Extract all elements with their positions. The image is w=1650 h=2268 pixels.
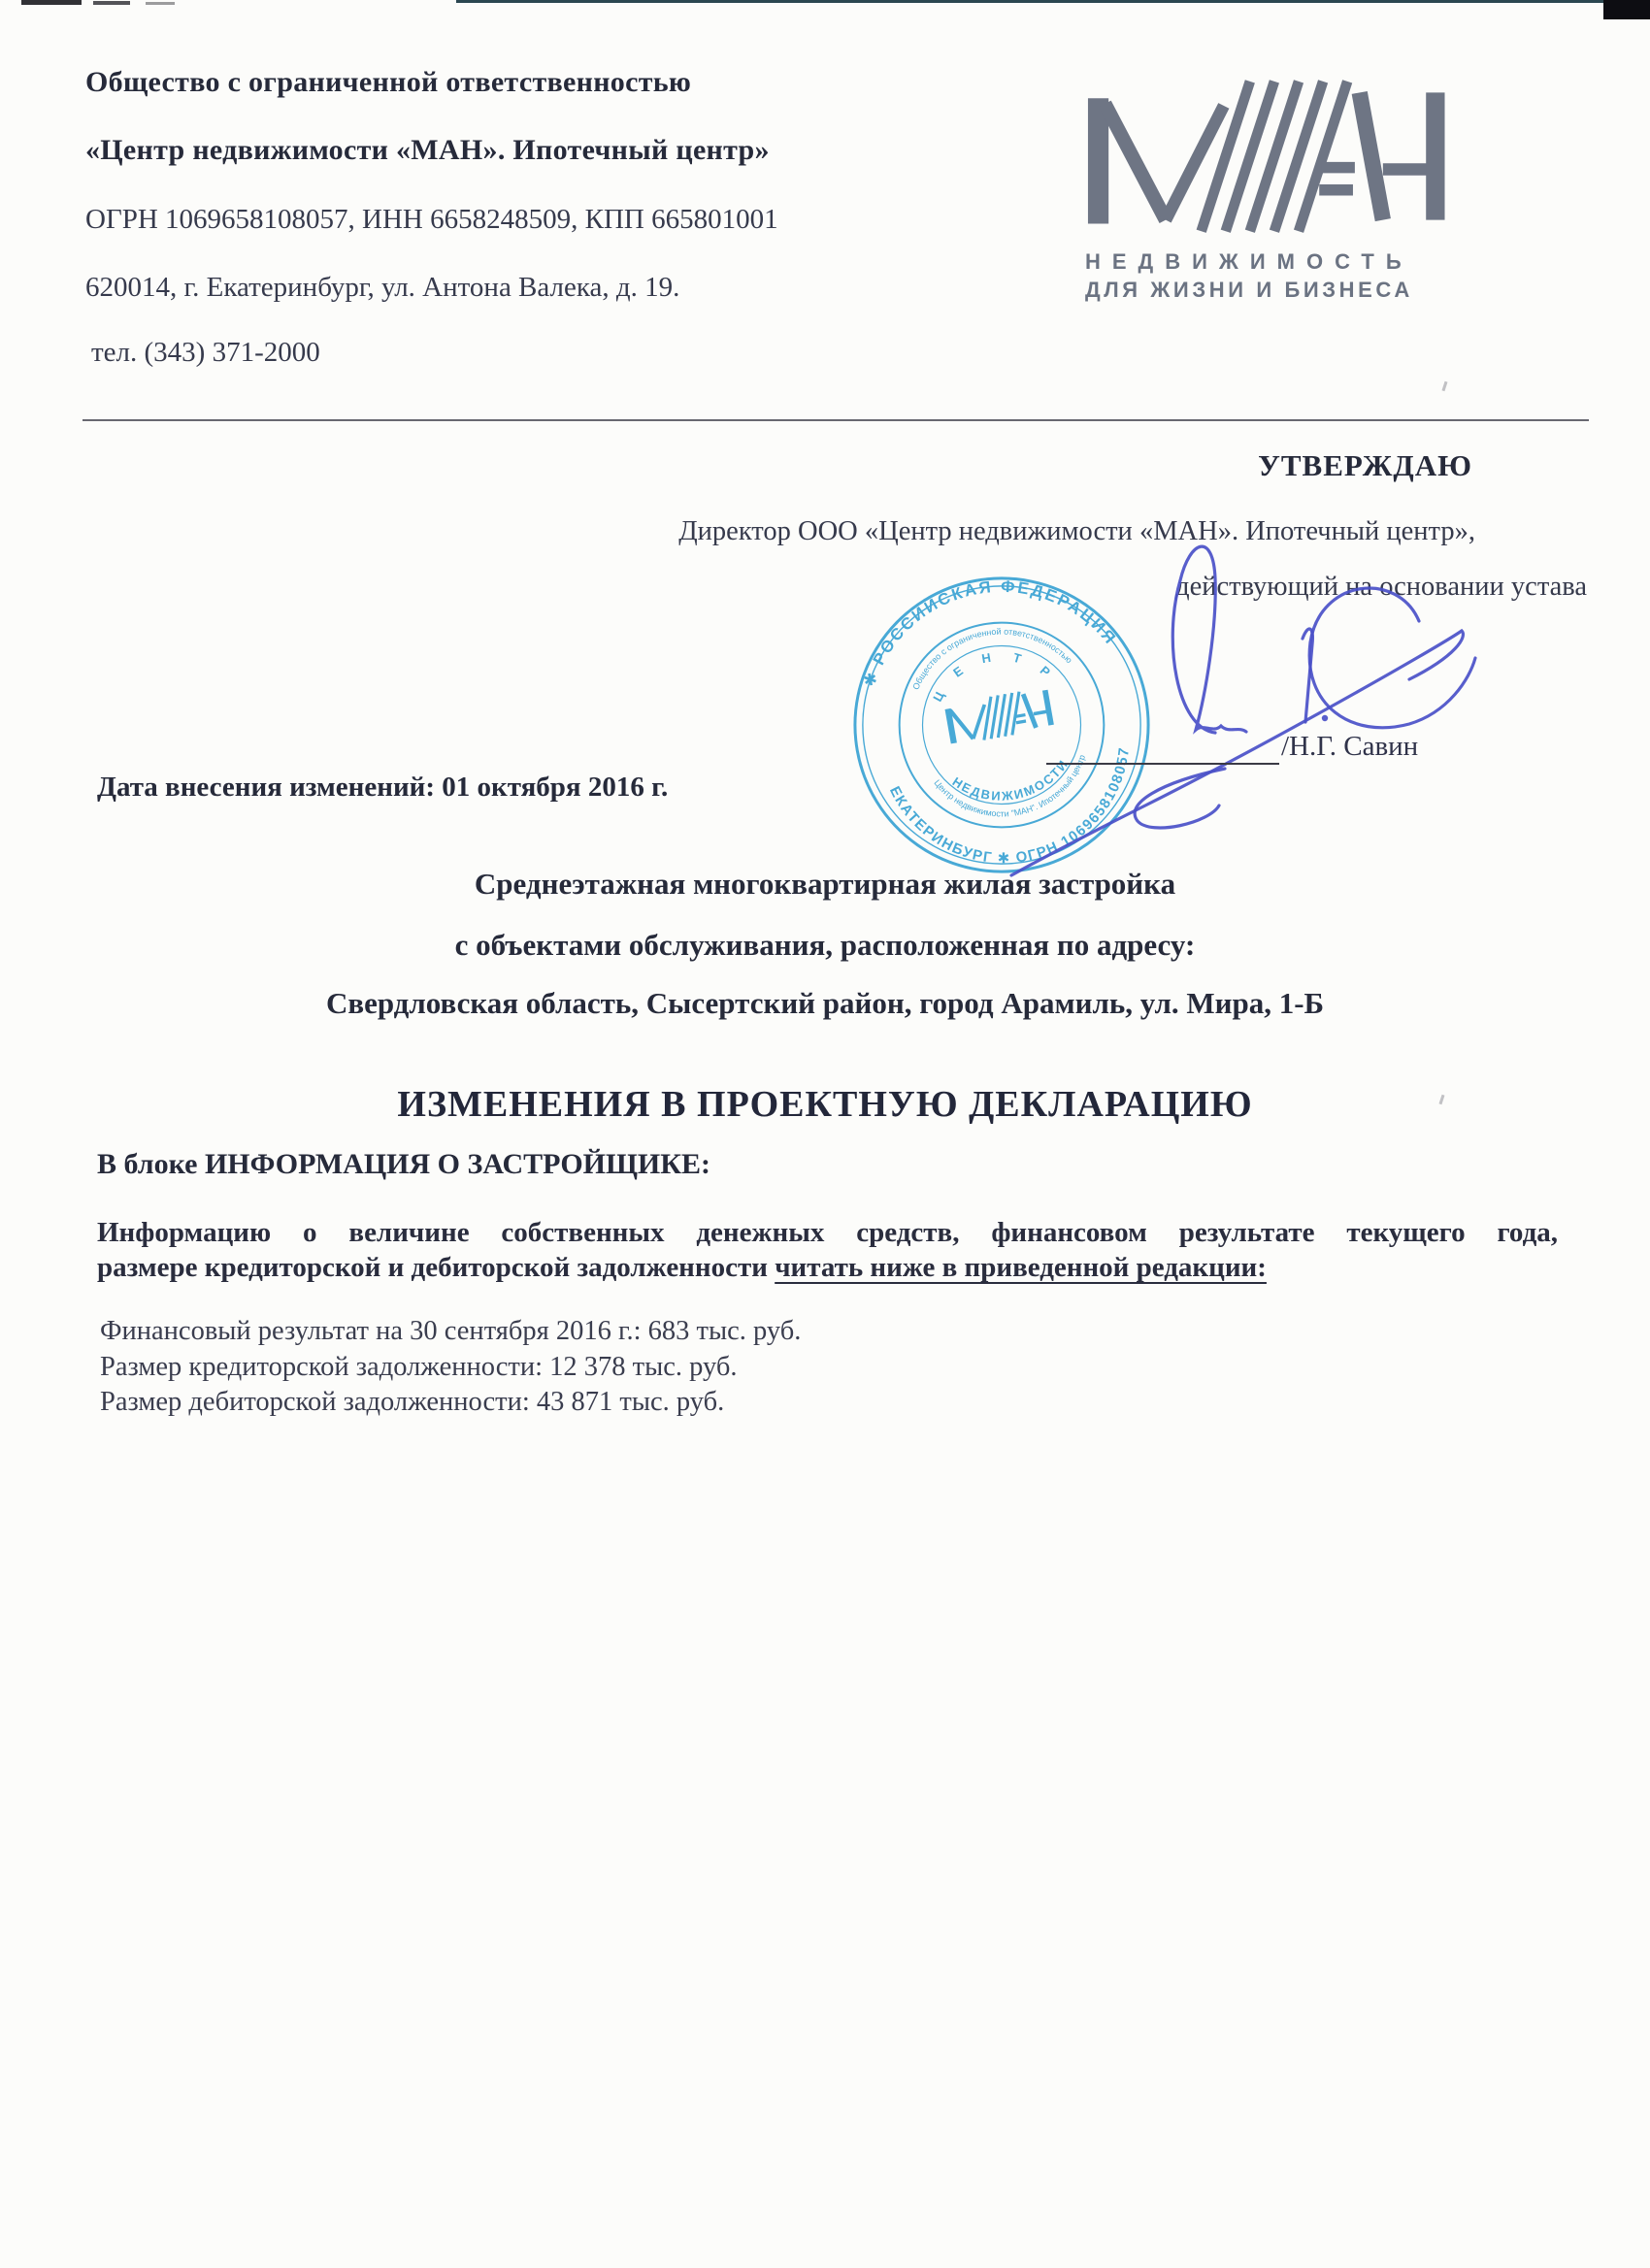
scan-artifact <box>21 0 82 5</box>
stamp-outer-top-text: ✱ РОССИЙСКАЯ ФЕДЕРАЦИЯ <box>859 576 1121 690</box>
signature-line <box>1046 763 1279 765</box>
company-logo <box>1085 78 1466 303</box>
company-address: 620014, г. Екатеринбург, ул. Антона Валека, д. 19. <box>85 272 680 303</box>
declaration-heading: ИЗМЕНЕНИЯ В ПРОЕКТНУЮ ДЕКЛАРАЦИЮ <box>397 1084 1253 1125</box>
logo-tagline-line1: НЕДВИЖИМОСТЬ <box>1085 249 1413 274</box>
signatory-name: /Н.Г. Савин <box>1281 731 1419 762</box>
change-date-line: Дата внесения изменений: 01 октября 2016 г. <box>97 772 669 803</box>
project-title-line2: с объектами обслуживания, расположенная по адресу: <box>454 928 1196 962</box>
registration-numbers: ОГРН 1069658108057, ИНН 6658248509, КПП 665801001 <box>85 204 778 235</box>
creditor-debt-line: Размер кредиторской задолженности: 12 378 тыс. руб. <box>100 1352 738 1382</box>
man-logo-icon <box>1085 78 1460 237</box>
financial-result-line: Финансовый результат на 30 сентября 2016 г.: 683 тыс. руб. <box>100 1316 802 1346</box>
project-title-line1: Среднеэтажная многоквартирная жилая застройка <box>474 867 1176 901</box>
director-line: Директор ООО «Центр недвижимости «МАН». Ипотечный центр», <box>678 516 1475 546</box>
approve-label: УТВЕРЖДАЮ <box>1258 448 1472 482</box>
debtor-debt-line: Размер дебиторской задолженности: 43 871 тыс. руб. <box>100 1387 725 1417</box>
stamp-inner-top-text: Общество с ограниченной ответственностью <box>910 626 1074 692</box>
basis-line: действующий на основании устава <box>1175 572 1587 602</box>
stamp-outer-bottom-text: ЕКАТЕРИНБУРГ ✱ ОГРН 1069658108057 <box>885 745 1134 868</box>
header-divider <box>82 419 1589 421</box>
info-paragraph <box>97 1215 1558 1285</box>
stamp-inner-bottom-text: Центр недвижимости "МАН". Ипотечный центр <box>932 753 1088 819</box>
stamp-center-bottom-text: НЕДВИЖИМОСТИ <box>949 756 1072 804</box>
scan-artifact <box>1603 0 1650 19</box>
company-phone: тел. (343) 371-2000 <box>91 337 320 368</box>
scan-artifact <box>456 0 1650 3</box>
scan-artifact <box>93 1 130 5</box>
logo-tagline-line2: ДЛЯ ЖИЗНИ И БИЗНЕСА <box>1085 278 1413 302</box>
signature-ink <box>874 485 1495 903</box>
scan-speck <box>1442 381 1448 391</box>
project-title-line3: Свердловская область, Сысертский район, город Арамиль, ул. Мира, 1-Б <box>325 986 1325 1020</box>
scan-artifact <box>146 2 175 5</box>
info-paragraph-underlined: читать ниже в приведенной редакции: <box>775 1252 1267 1283</box>
stamp-center-top-text: Ц Е Н Т Р <box>930 648 1060 705</box>
company-name-line1: Общество с ограниченной ответственностью <box>85 66 692 98</box>
info-paragraph-line2-plain: размере кредиторской и дебиторской задолженности <box>97 1252 776 1283</box>
block-heading: В блоке ИНФОРМАЦИЯ О ЗАСТРОЙЩИКЕ: <box>97 1148 711 1180</box>
info-paragraph-line2 <box>97 1250 1558 1285</box>
company-name-line2: «Центр недвижимости «МАН». Ипотечный центр» <box>85 134 770 166</box>
info-paragraph-line1: Информацию о величине собственных денежных средств, финансовом результате текущего года, <box>97 1217 1558 1248</box>
